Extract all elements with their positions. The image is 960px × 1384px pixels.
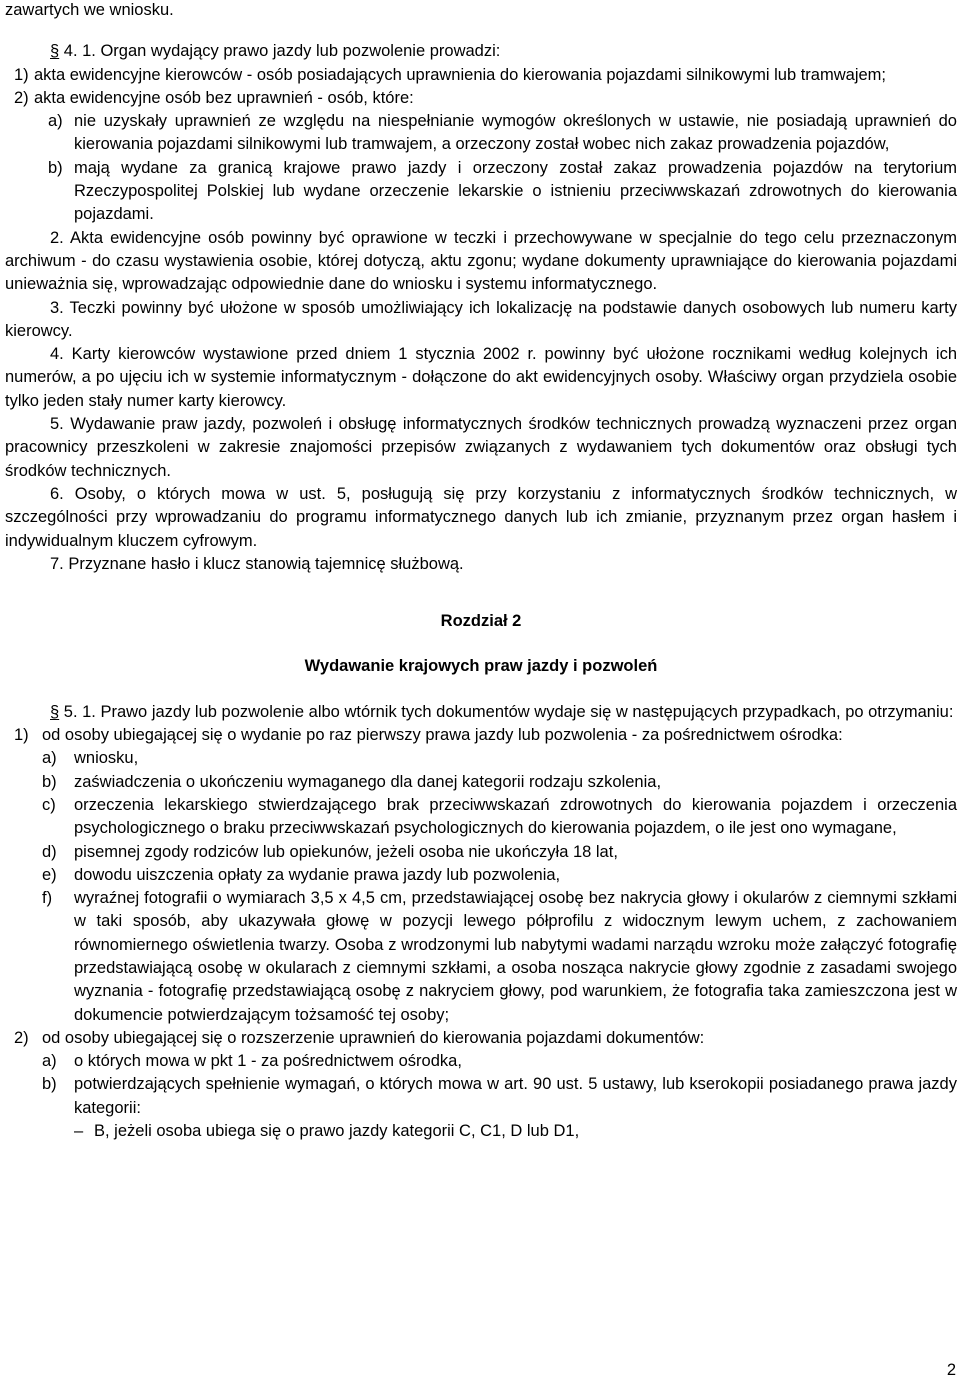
section-sign: § — [50, 42, 60, 61]
item-text: akta ewidencyjne osób bez uprawnień - osób, które: — [34, 88, 414, 107]
paragraph-4-1 — [5, 40, 957, 63]
section-number: 4. 1. — [59, 42, 101, 61]
paragraph-4-7: 7. Przyznane hasło i klucz stanowią tajemnicę służbową. — [50, 554, 464, 573]
item-marker: b) — [42, 772, 57, 791]
sub-list-item — [5, 1050, 957, 1073]
list-item — [5, 87, 957, 110]
section-sign: § — [50, 702, 60, 721]
document-body — [5, 0, 957, 1143]
item-text: wniosku, — [74, 749, 139, 768]
paragraph-text: Prawo jazdy lub pozwolenie albo wtórnik tych dokumentów wydaje się w następujących przypadkach, po otrzymaniu: — [100, 702, 954, 721]
item-text: o których mowa w pkt 1 - za pośrednictwem ośrodka, — [74, 1052, 462, 1071]
continuation-line: zawartych we wniosku. — [5, 1, 174, 19]
sub-list-item — [5, 771, 957, 794]
paragraph-4-3: 3. Teczki powinny być ułożone w sposób umożliwiający ich lokalizację na podstawie danych osobowych lub numeru karty kierowcy. — [5, 298, 957, 340]
list-item — [5, 1027, 957, 1050]
item-text: B, jeżeli osoba ubiega się o prawo jazdy kategorii C, C1, D lub D1, — [94, 1122, 580, 1141]
item-text: od osoby ubiegającej się o rozszerzenie uprawnień do kierowania pojazdami dokumentów: — [42, 1028, 705, 1047]
item-text: wyraźnej fotografii o wymiarach 3,5 x 4,5 cm, przedstawiającej osobę bez nakrycia głowy i okularów z ciemnymi szkłami w taki sposób, aby ukazywała głowę w pozycji lewego półprofilu z widocznym lewym uchem, z zachowaniem równomiernego oświetlenia twarzy. Osoba z wrodzonymi lub nabytymi wadami narządu wzroku może załączyć fotografię przedstawiającą osobę w okularach z ciemnymi szkłami, a osoba nosząca nakrycie głowy zgodnie z zasadami swojego wyznania - fotografię przedstawiającą osobę z nakryciem głowy, pod warunkiem, że fotografia taka zamieszczona jest w dokumencie potwierdzającym tożsamość tej osoby; — [74, 889, 957, 1024]
paragraph-4-6: 6. Osoby, o których mowa w ust. 5, posługują się przy korzystaniu z informatycznych środków technicznych, w szczególności przy wprowadzaniu do programu informatycznego danych lub ich zmianie, przyznanym przez organ hasłem i indywidualnym kluczem cyfrowym. — [5, 484, 957, 550]
dash-list-item — [5, 1120, 957, 1143]
item-marker: 2) — [14, 88, 29, 107]
item-marker: a) — [42, 749, 57, 768]
item-marker: b) — [42, 1075, 57, 1094]
item-marker: b) — [48, 158, 63, 177]
list-item — [5, 64, 957, 87]
paragraph-4-2: 2. Akta ewidencyjne osób powinny być oprawione w teczki i przechowywane w specjalnie do tego celu przeznaczonym archiwum - do czasu wystawienia osobie, której dotyczą, aktu zgonu; wydane dokumenty uprawniające do kierowania pojazdami unieważnia się, wprowadzając odpowiednie dane do wniosku i systemu informatycznego. — [5, 228, 957, 294]
item-text: potwierdzających spełnienie wymagań, o których mowa w art. 90 ust. 5 ustawy, lub kserokopii posiadanego prawa jazdy kategorii: — [74, 1075, 957, 1117]
paragraph-4-4: 4. Karty kierowców wystawione przed dniem 1 stycznia 2002 r. powinny być ułożone rocznikami według kolejnych ich numerów, a po ujęciu ich w systemie informatycznym - dołączone do akt ewidencyjnych osoby. Właściwy organ przydziela osobie tylko jeden stały numer karty kierowcy. — [5, 345, 957, 410]
item-marker: 1) — [14, 65, 29, 84]
paragraph-text: Organ wydający prawo jazdy lub pozwolenie prowadzi: — [100, 42, 501, 61]
sub-list-item — [5, 1073, 957, 1120]
paragraph-4-5: 5. Wydawanie praw jazdy, pozwoleń i obsługę informatycznych środków technicznych prowadzą wyznaczeni przez organ pracownicy przeszkoleni w zakresie znajomości przepisów związanych z wydawaniem tych dokumentów oraz obsługi tych środków technicznych. — [5, 415, 957, 480]
item-marker: f) — [42, 889, 53, 908]
sub-list-item — [5, 794, 957, 841]
sub-list-item — [5, 110, 957, 157]
sub-list-item — [5, 864, 957, 887]
item-text: zaświadczenia o ukończeniu wymaganego dla danej kategorii rodzaju szkolenia, — [74, 772, 662, 791]
item-text: pisemnej zgody rodziców lub opiekunów, jeżeli osoba nie ukończyła 18 lat, — [74, 842, 618, 861]
item-marker: e) — [42, 865, 57, 884]
list-item — [5, 724, 957, 747]
item-marker: 2) — [14, 1028, 29, 1047]
sub-list-item — [5, 747, 957, 770]
chapter-subtitle: Wydawanie krajowych praw jazdy i pozwoleń — [304, 657, 658, 676]
page-number: 2 — [946, 1360, 956, 1379]
item-text: orzeczenia lekarskiego stwierdzającego brak przeciwwskazań zdrowotnych do kierowania pojazdem i orzeczenia psychologicznego o braku przeciwwskazań psychologicznych do kierowania pojazdem, o ile jest ono wymagane, — [74, 795, 957, 838]
chapter-title: Rozdział 2 — [440, 612, 522, 631]
item-marker: d) — [42, 842, 57, 861]
sub-list-item — [5, 841, 957, 864]
item-marker: c) — [42, 795, 56, 814]
item-marker: a) — [48, 112, 63, 131]
item-text: nie uzyskały uprawnień ze względu na niespełnianie wymogów określonych w ustawie, nie posiadają uprawnień do kierowania pojazdami silnikowymi lub tramwajem, a orzeczony został wobec nich zakaz prowadzenia pojazdów, — [74, 112, 957, 154]
sub-list-item — [5, 157, 957, 227]
item-marker: a) — [42, 1052, 57, 1071]
paragraph-5-1 — [5, 701, 957, 724]
section-number: 5. 1. — [59, 702, 101, 721]
item-text: od osoby ubiegającej się o wydanie po raz pierwszy prawa jazdy lub pozwolenia - za pośrednictwem ośrodka: — [42, 726, 843, 745]
dash-marker: – — [74, 1122, 84, 1141]
item-marker: 1) — [14, 726, 29, 745]
item-text: dowodu uiszczenia opłaty za wydanie prawa jazdy lub pozwolenia, — [74, 865, 561, 884]
sub-list-item — [5, 887, 957, 1027]
item-text: akta ewidencyjne kierowców - osób posiadających uprawnienia do kierowania pojazdami silnikowymi lub tramwajem; — [34, 65, 886, 84]
item-text: mają wydane za granicą krajowe prawo jazdy i orzeczony został zakaz prowadzenia pojazdów na terytorium Rzeczypospolitej Polskiej lub wydane orzeczenie lekarskie o istnieniu przeciwwskazań zdrowotnych do kierowania pojazdami. — [74, 158, 957, 224]
